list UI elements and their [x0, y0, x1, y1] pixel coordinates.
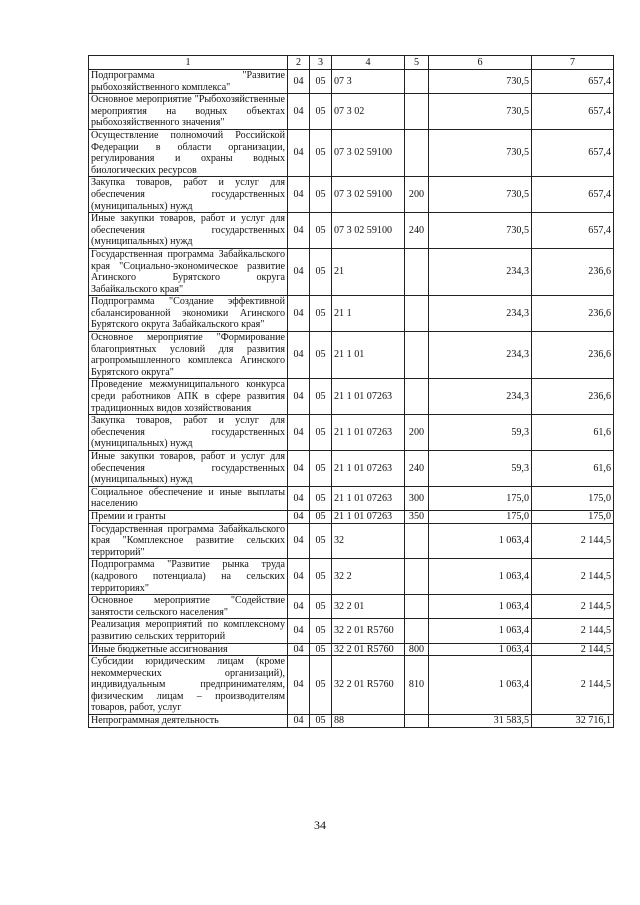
cell-target-article: 21: [332, 248, 405, 295]
table-row: [89, 595, 614, 619]
table-row: [89, 559, 614, 595]
column-header-1: 1: [89, 56, 288, 70]
column-header-7: 7: [532, 56, 614, 70]
cell-amount-year-1: 234,3: [429, 248, 532, 295]
cell-amount-year-2: 175,0: [532, 486, 614, 510]
cell-target-article: 21 1 01 07263: [332, 451, 405, 487]
cell-name: Основное мероприятие "Рыбохозяйственные мероприятия на водных объектах рыбохозяйственного значения": [89, 94, 288, 130]
cell-expense-type: [405, 559, 429, 595]
table-row: [89, 715, 614, 728]
cell-subsection: 05: [310, 643, 332, 656]
cell-subsection: 05: [310, 486, 332, 510]
cell-amount-year-1: 59,3: [429, 451, 532, 487]
cell-name: Подпрограмма "Создание эффективной сбалансированной экономики Агинского Бурятского округа Забайкальского края": [89, 296, 288, 332]
cell-expense-type: [405, 595, 429, 619]
cell-section: 04: [288, 94, 310, 130]
cell-subsection: 05: [310, 296, 332, 332]
cell-expense-type: 810: [405, 656, 429, 715]
cell-name: Основное мероприятие "Содействие занятости сельского населения": [89, 595, 288, 619]
cell-amount-year-2: 236,6: [532, 248, 614, 295]
cell-name: Закупка товаров, работ и услуг для обеспечения государственных (муниципальных) нужд: [89, 177, 288, 213]
cell-section: 04: [288, 510, 310, 523]
cell-section: 04: [288, 451, 310, 487]
table-row: [89, 213, 614, 249]
cell-expense-type: [405, 332, 429, 379]
column-header-5: 5: [405, 56, 429, 70]
cell-name: Реализация мероприятий по комплексному развитию сельских территорий: [89, 619, 288, 643]
cell-amount-year-1: 31 583,5: [429, 715, 532, 728]
cell-amount-year-1: 234,3: [429, 296, 532, 332]
table-row: [89, 248, 614, 295]
column-header-6: 6: [429, 56, 532, 70]
cell-section: 04: [288, 486, 310, 510]
cell-name: Иные закупки товаров, работ и услуг для обеспечения государственных (муниципальных) нужд: [89, 213, 288, 249]
cell-expense-type: [405, 70, 429, 94]
cell-name: Субсидии юридическим лицам (кроме некоммерческих организаций), индивидуальным предпринимателям, физическим лицам – производителям товаров, работ, услуг: [89, 656, 288, 715]
cell-section: 04: [288, 213, 310, 249]
cell-name: Иные бюджетные ассигнования: [89, 643, 288, 656]
cell-amount-year-2: 236,6: [532, 296, 614, 332]
cell-section: 04: [288, 559, 310, 595]
cell-section: 04: [288, 643, 310, 656]
cell-amount-year-2: 657,4: [532, 94, 614, 130]
cell-amount-year-1: 1 063,4: [429, 656, 532, 715]
cell-amount-year-2: 657,4: [532, 129, 614, 176]
table-row: [89, 332, 614, 379]
cell-amount-year-1: 730,5: [429, 70, 532, 94]
cell-expense-type: 300: [405, 486, 429, 510]
table-row: [89, 70, 614, 94]
column-header-4: 4: [332, 56, 405, 70]
table-row: [89, 379, 614, 415]
cell-subsection: 05: [310, 213, 332, 249]
cell-subsection: 05: [310, 656, 332, 715]
cell-expense-type: [405, 129, 429, 176]
cell-amount-year-2: 2 144,5: [532, 643, 614, 656]
cell-target-article: 21 1 01 07263: [332, 379, 405, 415]
cell-subsection: 05: [310, 248, 332, 295]
cell-target-article: 21 1 01 07263: [332, 510, 405, 523]
cell-name: Иные закупки товаров, работ и услуг для обеспечения государственных (муниципальных) нужд: [89, 451, 288, 487]
cell-section: 04: [288, 248, 310, 295]
cell-expense-type: 240: [405, 213, 429, 249]
cell-name: Осуществление полномочий Российской Федерации в области организации, регулирования и охраны водных биологических ресурсов: [89, 129, 288, 176]
table-row: [89, 510, 614, 523]
cell-amount-year-2: 2 144,5: [532, 559, 614, 595]
table-row: [89, 619, 614, 643]
cell-section: 04: [288, 296, 310, 332]
cell-amount-year-1: 234,3: [429, 332, 532, 379]
cell-target-article: 07 3: [332, 70, 405, 94]
column-header-3: 3: [310, 56, 332, 70]
cell-target-article: 21 1 01 07263: [332, 486, 405, 510]
cell-target-article: 32 2: [332, 559, 405, 595]
cell-amount-year-1: 1 063,4: [429, 559, 532, 595]
cell-target-article: 32 2 01: [332, 595, 405, 619]
cell-amount-year-2: 657,4: [532, 70, 614, 94]
cell-amount-year-2: 61,6: [532, 415, 614, 451]
cell-amount-year-2: 175,0: [532, 510, 614, 523]
table-row: [89, 129, 614, 176]
cell-expense-type: 200: [405, 177, 429, 213]
page-number: 34: [314, 818, 326, 832]
cell-subsection: 05: [310, 523, 332, 559]
cell-section: 04: [288, 70, 310, 94]
cell-name: Проведение межмуниципального конкурса среди работников АПК в сфере развития традиционных видов хозяйствования: [89, 379, 288, 415]
cell-subsection: 05: [310, 177, 332, 213]
cell-target-article: 88: [332, 715, 405, 728]
table-row: [89, 296, 614, 332]
cell-amount-year-1: 1 063,4: [429, 619, 532, 643]
cell-amount-year-1: 1 063,4: [429, 595, 532, 619]
cell-subsection: 05: [310, 619, 332, 643]
cell-section: 04: [288, 595, 310, 619]
cell-expense-type: [405, 379, 429, 415]
cell-target-article: 21 1 01: [332, 332, 405, 379]
cell-amount-year-2: 2 144,5: [532, 619, 614, 643]
cell-section: 04: [288, 332, 310, 379]
cell-expense-type: 350: [405, 510, 429, 523]
cell-amount-year-2: 2 144,5: [532, 656, 614, 715]
cell-expense-type: 800: [405, 643, 429, 656]
cell-section: 04: [288, 619, 310, 643]
table-header-row: [89, 56, 614, 70]
cell-amount-year-2: 657,4: [532, 177, 614, 213]
cell-amount-year-1: 730,5: [429, 94, 532, 130]
cell-amount-year-1: 1 063,4: [429, 523, 532, 559]
cell-target-article: 07 3 02: [332, 94, 405, 130]
cell-section: 04: [288, 415, 310, 451]
cell-target-article: 32 2 01 R5760: [332, 656, 405, 715]
budget-table: [88, 55, 614, 728]
cell-subsection: 05: [310, 94, 332, 130]
cell-section: 04: [288, 523, 310, 559]
cell-subsection: 05: [310, 451, 332, 487]
cell-expense-type: 200: [405, 415, 429, 451]
cell-subsection: 05: [310, 379, 332, 415]
cell-section: 04: [288, 715, 310, 728]
cell-amount-year-2: 61,6: [532, 451, 614, 487]
table-row: [89, 177, 614, 213]
cell-name: Подпрограмма "Развитие рыбохозяйственного комплекса": [89, 70, 288, 94]
cell-expense-type: [405, 523, 429, 559]
cell-name: Государственная программа Забайкальского края "Комплексное развитие сельских территорий": [89, 523, 288, 559]
cell-name: Закупка товаров, работ и услуг для обеспечения государственных (муниципальных) нужд: [89, 415, 288, 451]
cell-amount-year-2: 32 716,1: [532, 715, 614, 728]
cell-amount-year-1: 59,3: [429, 415, 532, 451]
cell-subsection: 05: [310, 559, 332, 595]
cell-section: 04: [288, 379, 310, 415]
cell-subsection: 05: [310, 415, 332, 451]
cell-amount-year-2: 2 144,5: [532, 595, 614, 619]
table-row: [89, 656, 614, 715]
table-row: [89, 94, 614, 130]
cell-subsection: 05: [310, 595, 332, 619]
cell-name: Подпрограмма "Развитие рынка труда (кадрового потенциала) на сельских территориях": [89, 559, 288, 595]
table-row: [89, 451, 614, 487]
cell-expense-type: 240: [405, 451, 429, 487]
cell-name: Премии и гранты: [89, 510, 288, 523]
cell-subsection: 05: [310, 510, 332, 523]
cell-expense-type: [405, 94, 429, 130]
cell-amount-year-2: 236,6: [532, 379, 614, 415]
table-row: [89, 523, 614, 559]
cell-target-article: 21 1: [332, 296, 405, 332]
cell-name: Государственная программа Забайкальского края "Социально-экономическое развитие Агинского Бурятского округа Забайкальского края": [89, 248, 288, 295]
cell-amount-year-1: 1 063,4: [429, 643, 532, 656]
table-row: [89, 643, 614, 656]
cell-amount-year-1: 175,0: [429, 510, 532, 523]
cell-subsection: 05: [310, 332, 332, 379]
cell-target-article: 07 3 02 59100: [332, 177, 405, 213]
cell-target-article: 32: [332, 523, 405, 559]
cell-subsection: 05: [310, 129, 332, 176]
cell-amount-year-2: 236,6: [532, 332, 614, 379]
table-row: [89, 486, 614, 510]
table-body: [89, 70, 614, 728]
column-header-2: 2: [288, 56, 310, 70]
table-row: [89, 415, 614, 451]
cell-target-article: 32 2 01 R5760: [332, 619, 405, 643]
cell-name: Непрограммная деятельность: [89, 715, 288, 728]
cell-name: Социальное обеспечение и иные выплаты населению: [89, 486, 288, 510]
cell-target-article: 07 3 02 59100: [332, 129, 405, 176]
cell-section: 04: [288, 129, 310, 176]
cell-section: 04: [288, 177, 310, 213]
cell-subsection: 05: [310, 70, 332, 94]
cell-amount-year-1: 730,5: [429, 129, 532, 176]
cell-name: Основное мероприятие "Формирование благоприятных условий для развития агропромышленного комплекса Агинского Бурятского округа": [89, 332, 288, 379]
cell-amount-year-1: 175,0: [429, 486, 532, 510]
cell-amount-year-2: 657,4: [532, 213, 614, 249]
cell-amount-year-1: 730,5: [429, 213, 532, 249]
cell-target-article: 21 1 01 07263: [332, 415, 405, 451]
cell-amount-year-1: 730,5: [429, 177, 532, 213]
cell-expense-type: [405, 296, 429, 332]
cell-subsection: 05: [310, 715, 332, 728]
cell-amount-year-2: 2 144,5: [532, 523, 614, 559]
cell-amount-year-1: 234,3: [429, 379, 532, 415]
cell-section: 04: [288, 656, 310, 715]
cell-target-article: 32 2 01 R5760: [332, 643, 405, 656]
cell-target-article: 07 3 02 59100: [332, 213, 405, 249]
cell-expense-type: [405, 248, 429, 295]
cell-expense-type: [405, 619, 429, 643]
cell-expense-type: [405, 715, 429, 728]
